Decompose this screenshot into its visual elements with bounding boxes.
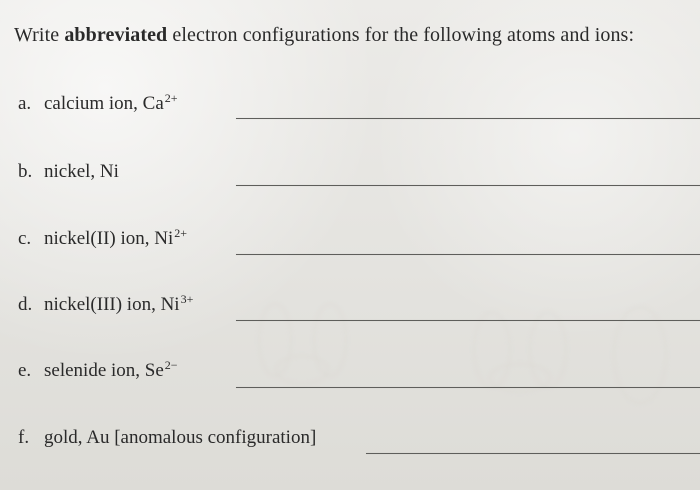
- question-label: gold, Au [anomalous configuration]: [44, 427, 317, 448]
- question-label: nickel, Ni: [44, 161, 119, 182]
- question-text: [44, 161, 120, 183]
- instruction-emphasis: abbreviated: [64, 24, 168, 46]
- question-f: [0, 427, 700, 457]
- question-label: selenide ion, Se: [44, 360, 164, 381]
- instruction-heading: [14, 24, 634, 47]
- charge-superscript: 2+: [164, 90, 178, 105]
- question-letter: b.: [18, 161, 33, 182]
- question-c: [0, 225, 700, 258]
- charge-superscript: 2−: [164, 357, 178, 372]
- answer-line[interactable]: [236, 254, 700, 255]
- question-letter: e.: [18, 360, 32, 381]
- question-e: [0, 357, 700, 390]
- question-label: nickel(II) ion, Ni: [44, 228, 174, 249]
- charge-superscript: 2+: [174, 225, 188, 240]
- answer-line[interactable]: [236, 320, 700, 321]
- question-letter: c.: [18, 228, 32, 249]
- instruction-prefix: Write: [14, 24, 65, 46]
- answer-line[interactable]: [366, 453, 700, 454]
- question-d: [0, 291, 700, 324]
- question-letter: f.: [18, 427, 30, 448]
- question-text: [44, 225, 188, 250]
- answer-line[interactable]: [236, 118, 700, 119]
- question-letter: a.: [18, 93, 32, 114]
- instruction-suffix: electron configurations for the following atoms and ions:: [167, 24, 635, 46]
- question-a: [0, 90, 700, 123]
- question-text: [44, 90, 178, 115]
- question-text: [44, 357, 178, 382]
- question-label: calcium ion, Ca: [44, 93, 164, 114]
- question-text: [44, 291, 194, 316]
- question-b: [0, 161, 700, 191]
- question-label: nickel(III) ion, Ni: [44, 294, 180, 315]
- question-text: [44, 427, 317, 449]
- charge-superscript: 3+: [180, 291, 194, 306]
- answer-line[interactable]: [236, 185, 700, 186]
- answer-line[interactable]: [236, 387, 700, 388]
- question-letter: d.: [18, 294, 33, 315]
